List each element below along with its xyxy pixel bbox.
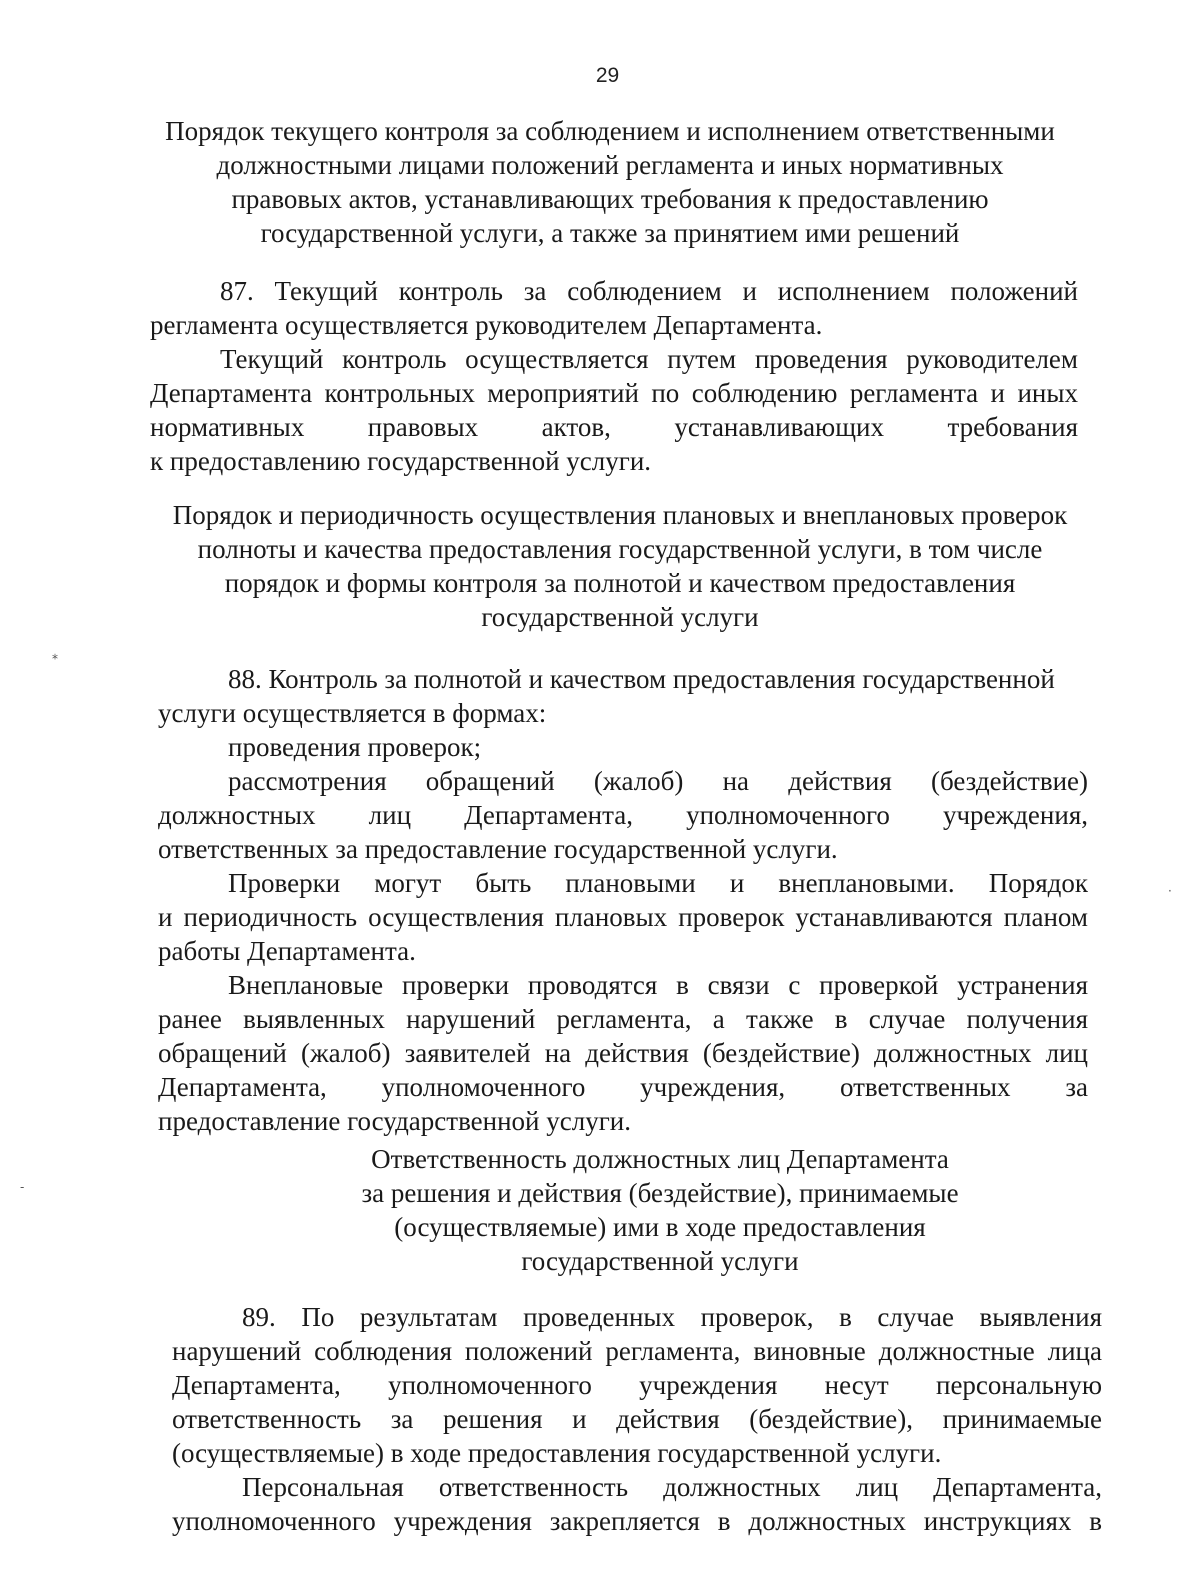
heading-line: (осуществляемые) ими в ходе предоставления bbox=[394, 1212, 926, 1242]
heading-line: Порядок и периодичность осуществления плановых и внеплановых проверок bbox=[172, 500, 1068, 530]
paragraph-line: ранее выявленных нарушений регламента, а также в случае получения bbox=[158, 1004, 1088, 1034]
heading-line: государственной услуги, а также за принятием ими решений bbox=[260, 218, 960, 248]
paragraph-line: должностных лиц Департамента, уполномоченного учреждения, bbox=[158, 800, 1088, 830]
paragraph-line: ответственность за решения и действия (бездействие), принимаемые bbox=[172, 1404, 1102, 1434]
paragraph-line: Департамента контрольных мероприятий по соблюдению регламента и иных bbox=[150, 378, 1078, 408]
heading-line: Ответственность должностных лиц Департамента bbox=[371, 1144, 949, 1174]
section-heading-inspections bbox=[150, 498, 1090, 634]
heading-line: правовых актов, устанавливающих требования к предоставлению bbox=[231, 184, 989, 214]
paragraph-line: проведения проверок; bbox=[228, 732, 482, 762]
paragraph-line: и периодичность осуществления плановых проверок устанавливаются планом bbox=[158, 902, 1088, 932]
paragraph-87 bbox=[150, 274, 1078, 478]
paragraph-line: регламента осуществляется руководителем Департамента. bbox=[150, 310, 823, 340]
paragraph-line: ответственных за предоставление государственной услуги. bbox=[158, 834, 838, 864]
paragraph-89 bbox=[172, 1300, 1102, 1538]
paragraph-line: к предоставлению государственной услуги. bbox=[150, 446, 652, 476]
paragraph-line: 88. Контроль за полнотой и качеством предоставления государственной bbox=[228, 664, 1055, 694]
paragraph-line: 87. Текущий контроль за соблюдением и исполнением положений bbox=[220, 276, 1078, 306]
paragraph-line: услуги осуществляется в формах: bbox=[158, 698, 547, 728]
heading-line: за решения и действия (бездействие), принимаемые bbox=[361, 1178, 959, 1208]
heading-line: государственной услуги bbox=[481, 602, 759, 632]
heading-line: полноты и качества предоставления государственной услуги, в том числе bbox=[197, 534, 1043, 564]
section-heading-responsibility bbox=[260, 1142, 1060, 1278]
paragraph-line: (осуществляемые) в ходе предоставления государственной услуги. bbox=[172, 1438, 942, 1468]
paragraph-line: Департамента, уполномоченного учреждения несут персональную bbox=[172, 1370, 1102, 1400]
paragraph-line: Проверки могут быть плановыми и внеплановыми. Порядок bbox=[228, 868, 1088, 898]
paragraph-line: Внеплановые проверки проводятся в связи с проверкой устранения bbox=[228, 970, 1088, 1000]
paragraph-line: работы Департамента. bbox=[158, 936, 416, 966]
paragraph-line: Текущий контроль осуществляется путем проведения руководителем bbox=[220, 344, 1078, 374]
paragraph-line: нарушений соблюдения положений регламента, виновные должностные лица bbox=[172, 1336, 1102, 1366]
paragraph-line: предоставление государственной услуги. bbox=[158, 1106, 631, 1136]
paragraph-line: 89. По результатам проведенных проверок, в случае выявления bbox=[242, 1302, 1102, 1332]
paragraph-line: Персональная ответственность должностных лиц Департамента, bbox=[242, 1472, 1102, 1502]
scan-speck: ‑ bbox=[20, 1180, 25, 1194]
paragraph-line: Департамента, уполномоченного учреждения, ответственных за bbox=[158, 1072, 1088, 1102]
page-number: 29 bbox=[595, 64, 620, 87]
heading-line: должностными лицами положений регламента и иных нормативных bbox=[216, 150, 1004, 180]
section-heading-current-control bbox=[140, 114, 1080, 250]
scan-speck: ⁎ bbox=[52, 648, 58, 662]
heading-line: Порядок текущего контроля за соблюдением и исполнением ответственными bbox=[165, 116, 1055, 146]
paragraph-88 bbox=[158, 662, 1088, 1138]
scan-speck: · bbox=[1168, 884, 1172, 898]
paragraph-line: рассмотрения обращений (жалоб) на действия (бездействие) bbox=[228, 766, 1088, 796]
heading-line: порядок и формы контроля за полнотой и качеством предоставления bbox=[224, 568, 1016, 598]
paragraph-line: уполномоченного учреждения закрепляется в должностных инструкциях в bbox=[172, 1506, 1102, 1536]
paragraph-line: обращений (жалоб) заявителей на действия (бездействие) должностных лиц bbox=[158, 1038, 1088, 1068]
paragraph-line: нормативных правовых актов, устанавливающих требования bbox=[150, 412, 1078, 442]
heading-line: государственной услуги bbox=[521, 1246, 799, 1276]
